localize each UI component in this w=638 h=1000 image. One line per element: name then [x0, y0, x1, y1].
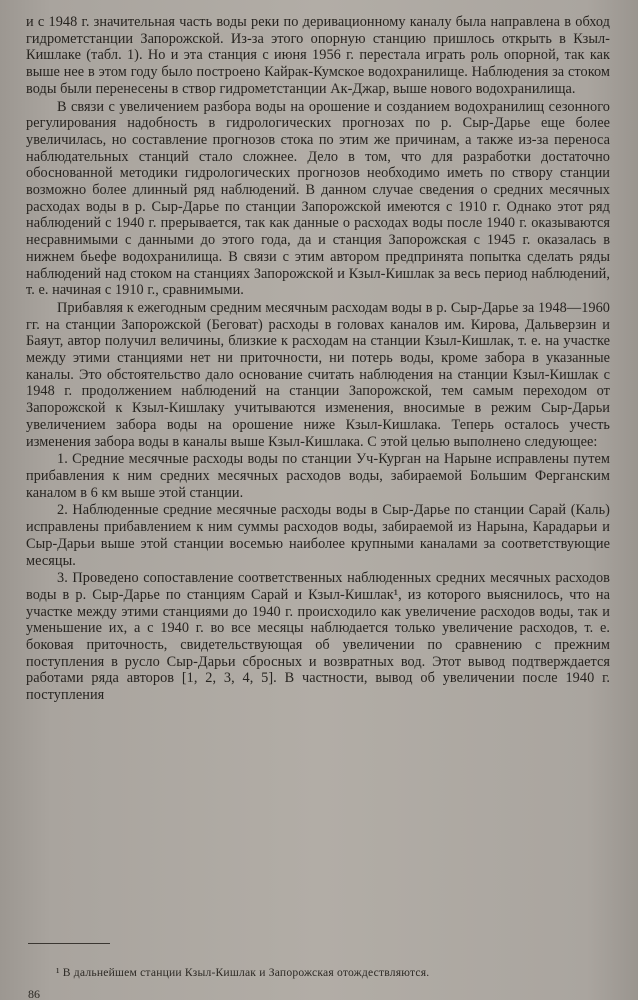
footnote: ¹ В дальнейшем станции Кзыл-Кишлак и Запорожская отождествляются. — [56, 966, 430, 979]
list-item-3: 3. Проведено сопоставление соответственных наблюденных средних месячных расходов воды в р. Сыр-Дарье по станциям Сарай и Кзыл-Кишлак¹, из которого выяснилось, что на участке между этими станциями до 1940 г. происходило как увеличение расходов воды, так и уменьшение их, а с 1940 г. во все месяцы наблюдается только увеличение расходов, т. е. боковая приточность, свидетельствующая об увеличении по сравнению с прежним поступления в русло Сыр-Дарьи сбросных и возвратных вод. Этот вывод подтверждается работами ряда авторов [1, 2, 3, 4, 5]. В частности, вывод об увеличении после 1940 г. поступления — [26, 570, 610, 704]
paragraph-3: Прибавляя к ежегодным средним месячным расходам воды в р. Сыр-Дарье за 1948—1960 гг. на станции Запорожской (Беговат) расходы в головах каналов им. Кирова, Дальверзин и Баяут, автор получил величины, близкие к расходам на станции Кзыл-Кишлак, т. е. на участке между этими станциями нет ни приточности, ни потерь воды, кроме забора в указанные каналы. Это обстоятельство дало основание считать наблюдения на станции Кзыл-Кишлак с 1948 г. продолжением наблюдений на станции Запорожской, тем самым переходом от Запорожской к Кзыл-Кишлаку учитываются изменения, вносимые в режим Сыр-Дарьи увеличением забора воды на орошение ниже Кзыл-Кишлака. Теперь осталось учесть изменения забора воды в каналы выше Кзыл-Кишлака. С этой целью выполнено следующее: — [26, 299, 610, 450]
page-number: 86 — [28, 987, 40, 1000]
body-text — [26, 14, 610, 704]
footnote-divider — [28, 943, 110, 944]
list-item-2: 2. Наблюденные средние месячные расходы воды в Сыр-Дарье по станции Сарай (Каль) исправлены прибавлением к ним суммы расходов воды, забираемой из Нарына, Карадарьи и Сыр-Дарьи выше этой станции восемью наиболее крупными каналами за соответствующие месяцы. — [26, 502, 610, 569]
paragraph-1: и с 1948 г. значительная часть воды реки по деривационному каналу была направлена в обход гидрометстанции Запорожской. Из-за этого опорную станцию пришлось открыть в Кзыл-Кишлаке (табл. 1). Но и эта станция с июня 1956 г. перестала играть роль опорной, так как выше нее в этом году было построено Кайрак-Кумское водохранилище. Наблюдения за стоком воды были перенесены в створ гидрометстанции Ак-Джар, выше нового водохранилища. — [26, 14, 610, 97]
list-item-1: 1. Средние месячные расходы воды по станции Уч-Курган на Нарыне исправлены путем прибавления к ним средних месячных расходов воды, забираемой Большим Ферганским каналом в 6 км выше этой станции. — [26, 451, 610, 501]
paragraph-2: В связи с увеличением разбора воды на орошение и созданием водохранилищ сезонного регулирования надобность в гидрологических прогнозах по р. Сыр-Дарье еще более увеличилась, но составление прогнозов стока по этим же причинам, а также из-за переноса наблюдательных станций стало сложнее. Дело в том, что для разработки достаточно обоснованной методики гидрологических прогнозов необходимо иметь по створу станции возможно более длинный ряд наблюдений. В данном случае сведения о средних месячных расходах воды в р. Сыр-Дарье по станции Запорожской имеются с 1910 г. Однако этот ряд наблюдений с 1940 г. прерывается, так как данные о расходах воды после 1940 г. оказываются несравнимыми с данными до этого года, да и станция Запорожская с 1945 г. оказалась в нижнем бьефе водохранилища. В связи с этим автором предпринята попытка сделать ряды наблюдений над стоком на станциях Запорожской и Кзыл-Кишлак за весь период наблюдений, т. е. начиная с 1910 г., сравнимыми. — [26, 98, 610, 299]
